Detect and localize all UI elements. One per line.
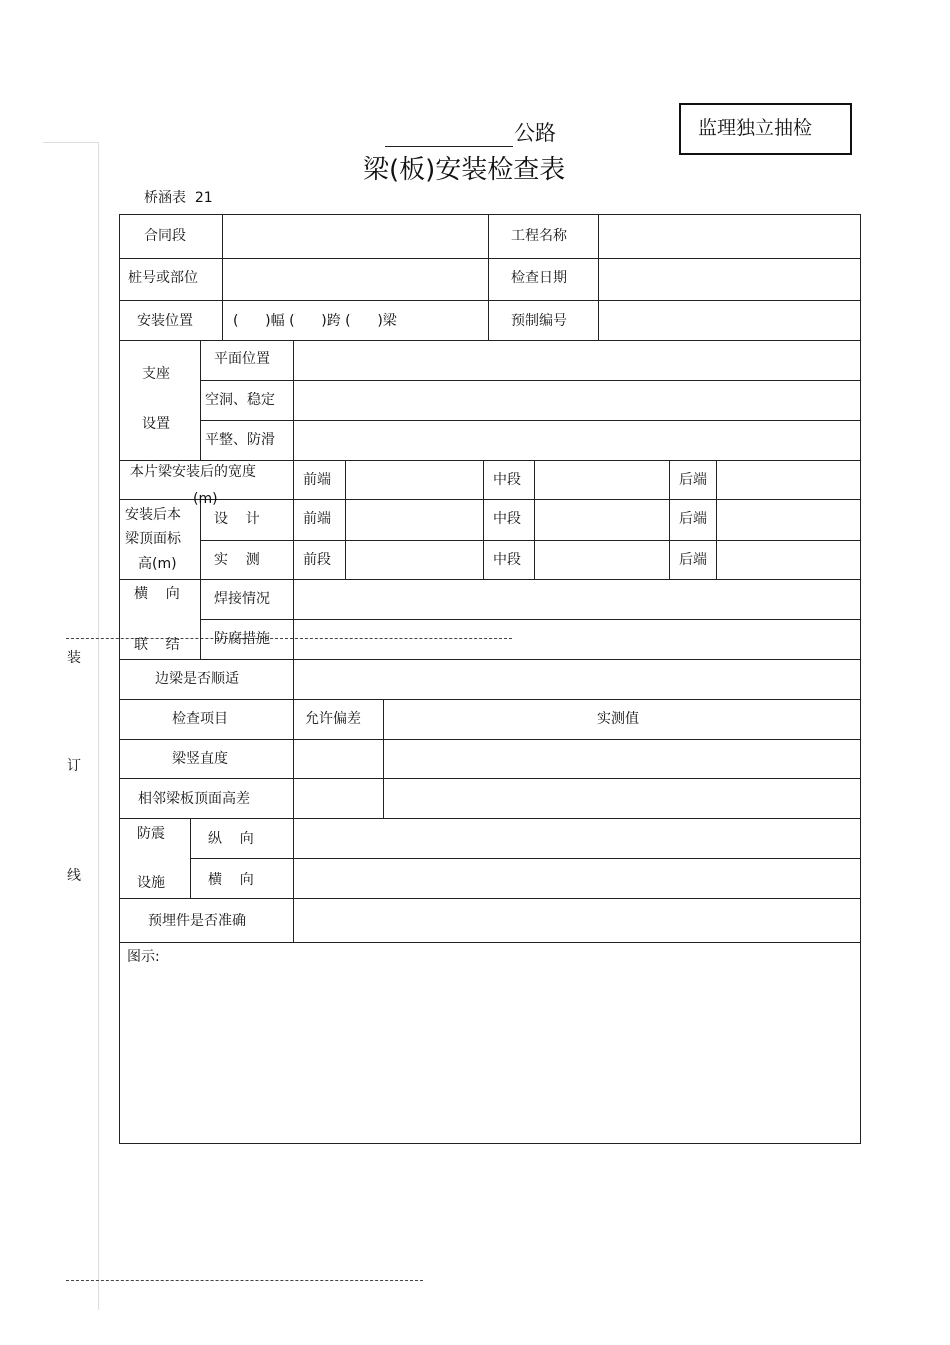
- rule: [200, 619, 860, 620]
- label-plane-position: 平面位置: [214, 351, 270, 367]
- label-elevation-b: 梁顶面标: [125, 531, 181, 547]
- label-middle: 中段: [493, 552, 521, 568]
- label-install-position: 安装位置: [137, 313, 193, 329]
- rule: [383, 699, 384, 818]
- rule: [119, 340, 860, 341]
- label-transverse-b: 联 结: [134, 637, 180, 653]
- rule: [293, 579, 294, 659]
- label-tolerance: 允许偏差: [305, 711, 361, 727]
- rule: [293, 460, 294, 579]
- label-diagram: 图示:: [127, 949, 160, 965]
- cut-line-2: [66, 1280, 423, 1281]
- label-anticorrosion: 防腐措施: [214, 631, 270, 647]
- label-embedded: 预埋件是否准确: [148, 913, 246, 929]
- rule: [119, 659, 860, 660]
- label-edge-beam: 边梁是否顺适: [155, 671, 239, 687]
- rule: [119, 818, 860, 819]
- label-rear: 后端: [679, 472, 707, 488]
- rule: [190, 818, 191, 898]
- label-front: 前端: [303, 472, 331, 488]
- rule: [119, 300, 860, 301]
- label-elevation-c: 高(m): [138, 556, 177, 572]
- label-elevation-a: 安装后本: [125, 507, 181, 523]
- label-check-date: 检查日期: [511, 270, 567, 286]
- rule: [200, 380, 860, 381]
- install-position-value: ( )幅 ( )跨 ( )梁: [233, 313, 397, 329]
- rule: [293, 659, 294, 699]
- label-verticality: 梁竖直度: [172, 751, 228, 767]
- label-transverse: 横 向: [208, 872, 254, 888]
- label-rear: 后端: [679, 511, 707, 527]
- rule: [119, 579, 860, 580]
- rule: [119, 942, 860, 943]
- label-middle: 中段: [493, 472, 521, 488]
- label-adjacent-height: 相邻梁板顶面高差: [138, 791, 250, 807]
- label-beam-width: 本片梁安装后的宽度: [130, 464, 256, 480]
- binding-zhuang: 装: [67, 650, 81, 666]
- label-support: 支座: [142, 366, 170, 382]
- label-measured-value: 实测值: [597, 711, 639, 727]
- rule: [534, 460, 535, 579]
- rule: [293, 818, 294, 942]
- label-precast-no: 预制编号: [511, 313, 567, 329]
- label-front-segment: 前段: [303, 552, 331, 568]
- rule: [669, 460, 670, 579]
- rule: [119, 778, 860, 779]
- binding-line-top: [43, 142, 98, 143]
- label-width-unit: (m): [193, 491, 218, 507]
- page-title: 梁(板)安装检查表: [363, 155, 566, 185]
- label-void-stable: 空洞、稳定: [205, 392, 275, 408]
- label-seismic-b: 设施: [137, 875, 165, 891]
- rule: [200, 340, 201, 460]
- label-middle: 中段: [493, 511, 521, 527]
- binding-xian: 线: [67, 868, 81, 884]
- rule: [119, 739, 860, 740]
- rule: [483, 460, 484, 579]
- rule: [222, 214, 223, 340]
- label-flat-slide: 平整、防滑: [205, 432, 275, 448]
- rule: [200, 540, 860, 541]
- rule: [345, 460, 346, 579]
- label-measured: 实 测: [214, 552, 260, 568]
- binding-line: [98, 142, 99, 1310]
- rule: [293, 699, 294, 818]
- label-transverse-a: 横 向: [134, 586, 180, 602]
- rule: [200, 420, 860, 421]
- rule: [716, 460, 717, 579]
- label-front: 前端: [303, 511, 331, 527]
- label-rear: 后端: [679, 552, 707, 568]
- rule: [119, 699, 860, 700]
- rule: [598, 214, 599, 340]
- label-support-setting: 设置: [142, 416, 170, 432]
- rule: [293, 340, 294, 460]
- stamp-text: 监理独立抽检: [698, 117, 813, 139]
- label-project-name: 工程名称: [511, 228, 567, 244]
- rule: [119, 898, 860, 899]
- rule: [119, 499, 860, 500]
- rule: [119, 258, 860, 259]
- label-weld: 焊接情况: [214, 591, 270, 607]
- rule: [200, 499, 201, 659]
- road-suffix: 公路: [514, 121, 556, 145]
- rule: [190, 858, 860, 859]
- label-seismic-a: 防震: [137, 826, 165, 842]
- form-number: 桥涵表 21: [144, 190, 213, 206]
- binding-ding: 订: [67, 758, 81, 774]
- label-design: 设 计: [214, 511, 260, 527]
- label-longitudinal: 纵 向: [208, 831, 254, 847]
- rule: [119, 460, 860, 461]
- label-check-item: 检查项目: [172, 711, 228, 727]
- label-station: 桩号或部位: [128, 270, 198, 286]
- road-name-blank: [385, 146, 513, 147]
- label-contract: 合同段: [144, 228, 186, 244]
- rule: [488, 214, 489, 340]
